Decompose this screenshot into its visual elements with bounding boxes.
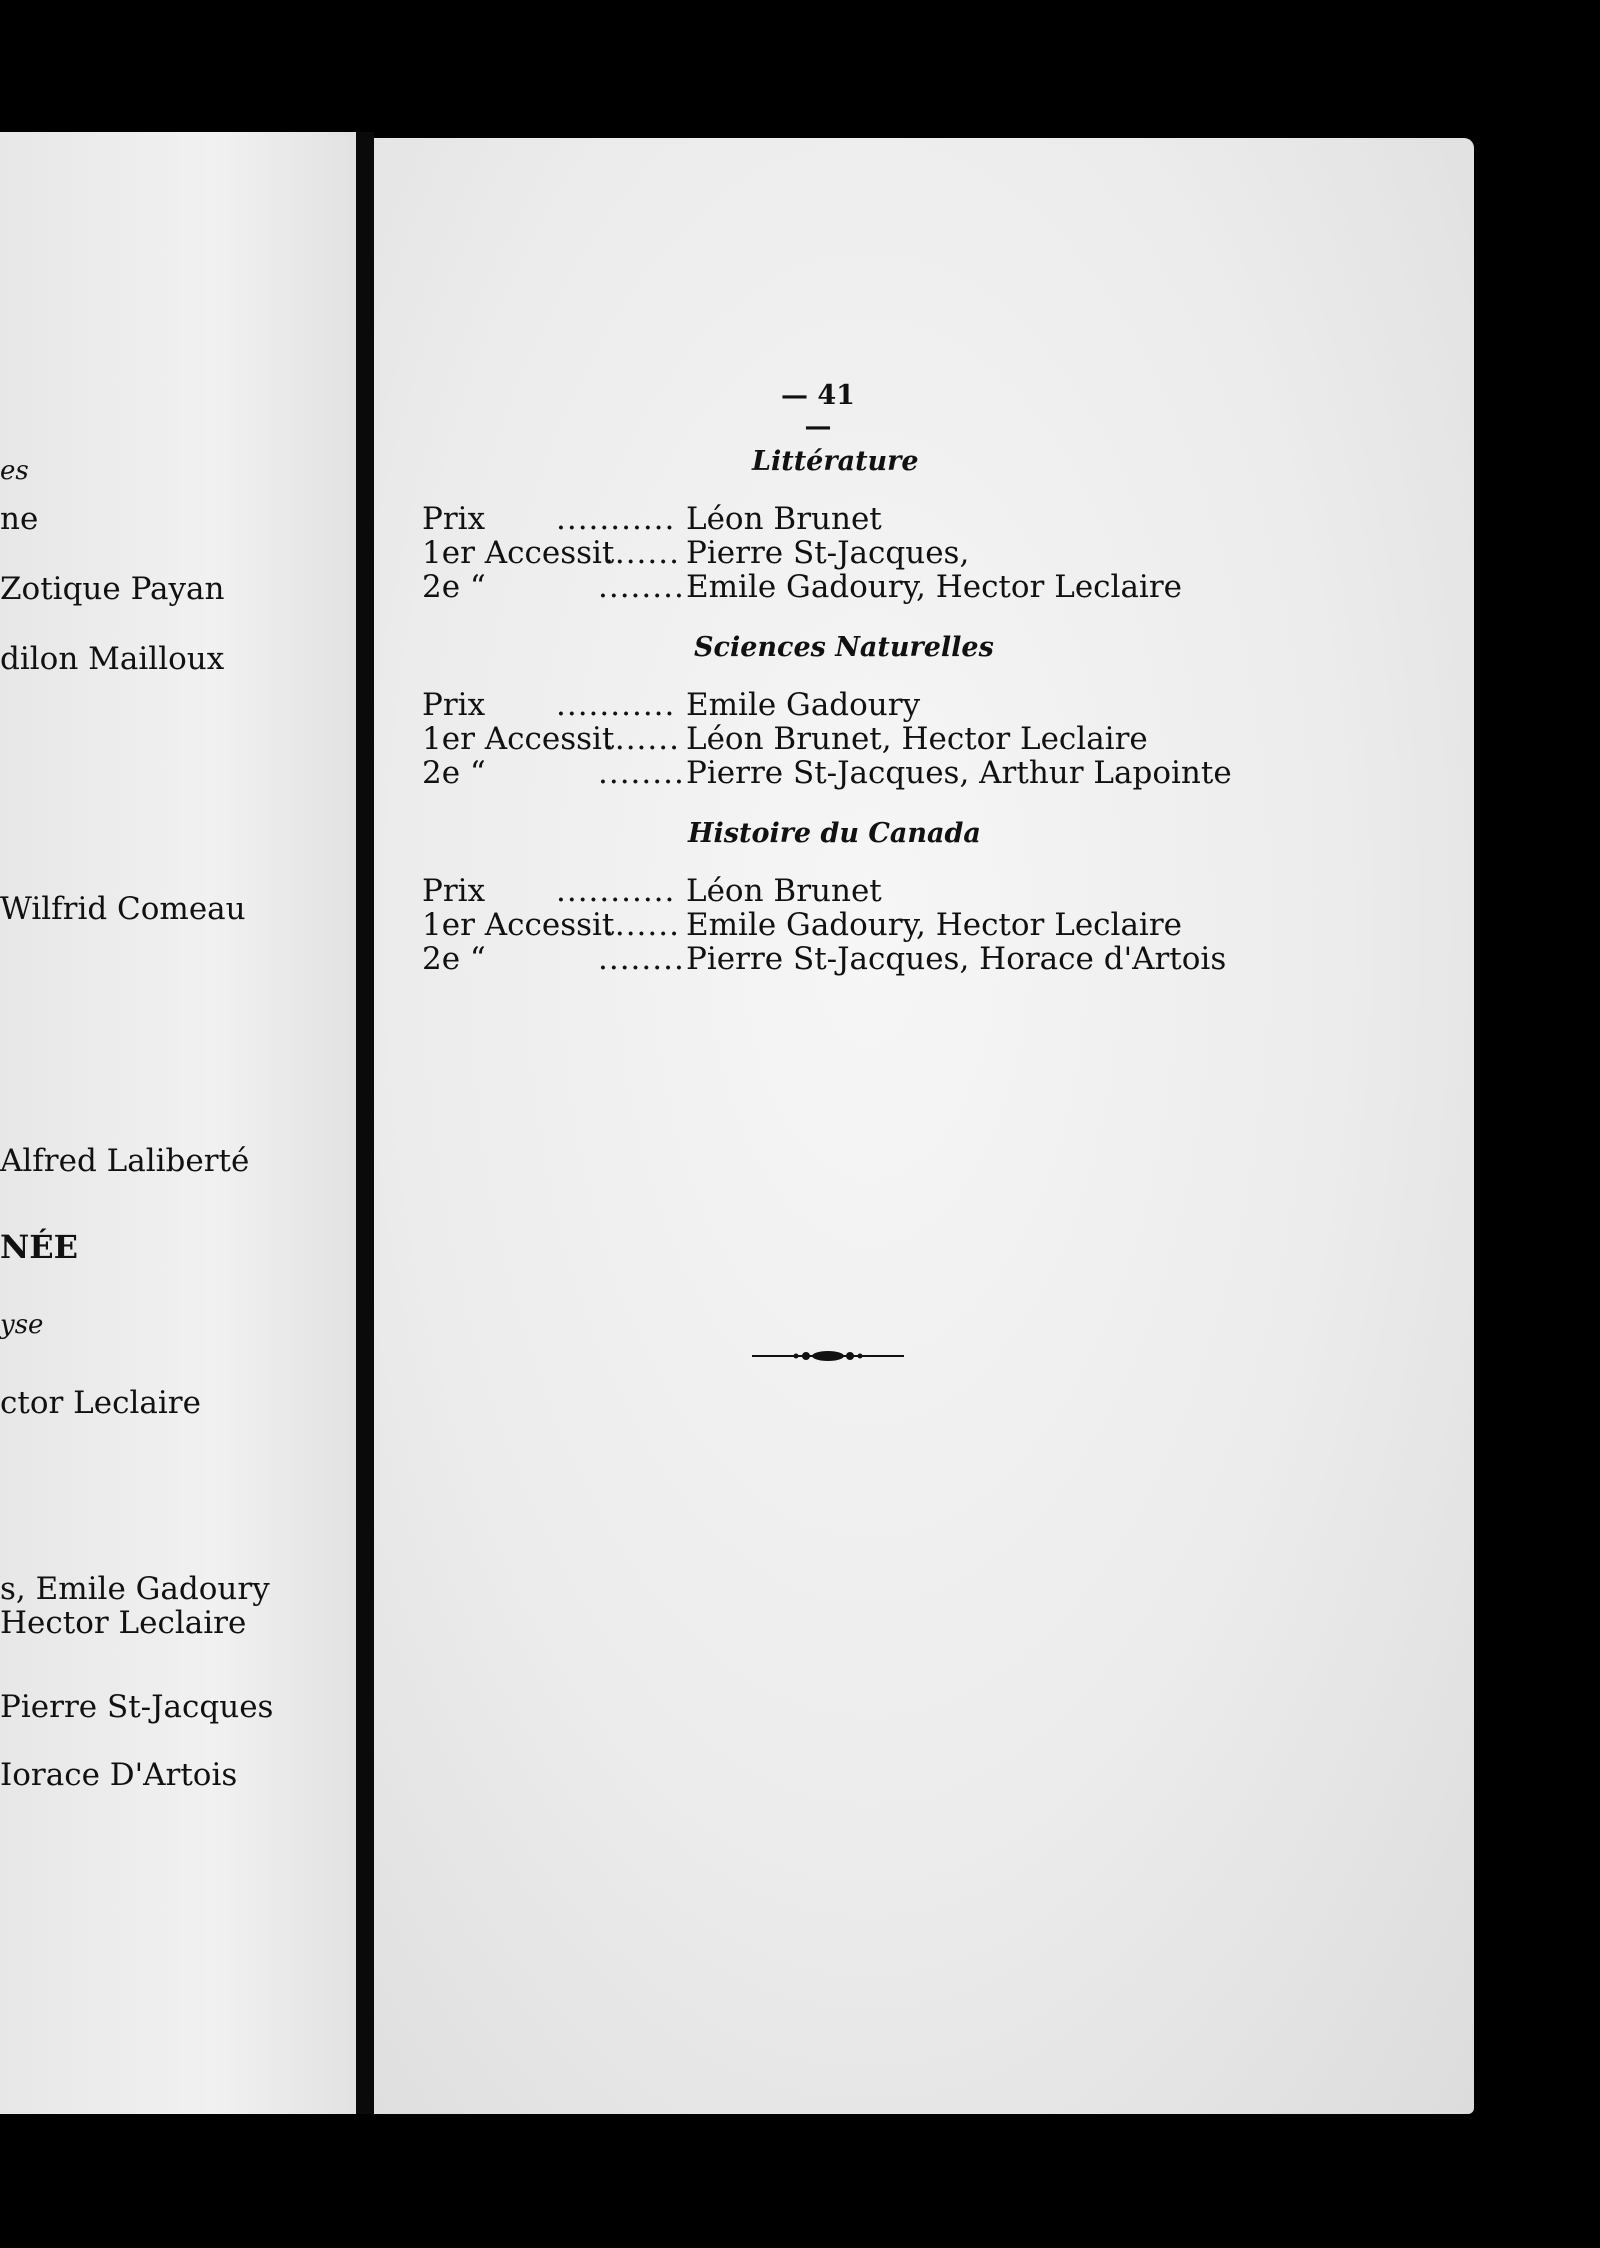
prize-rank: 1er Accessit xyxy=(422,907,615,943)
prize-rank: Prix xyxy=(422,501,486,537)
prize-names: Emile Gadoury xyxy=(686,687,921,723)
prize-rank: 1er Accessit xyxy=(422,535,615,571)
leader-dots: ....... xyxy=(604,907,680,943)
left-page-fragment xyxy=(0,132,356,2114)
prize-rank: Prix xyxy=(422,873,486,909)
prize-names: Pierre St-Jacques, Horace d'Artois xyxy=(686,941,1227,977)
right-page xyxy=(374,138,1474,2114)
prize-entry xyxy=(422,722,1322,756)
prize-names: Léon Brunet xyxy=(686,873,882,909)
left-subheading: yse xyxy=(0,1310,44,1340)
left-line: ctor Leclaire xyxy=(0,1385,201,1421)
left-heading: NÉE xyxy=(0,1228,79,1266)
prize-entry xyxy=(422,908,1322,942)
left-line: Pierre St-Jacques xyxy=(0,1689,274,1725)
left-line: Iorace D'Artois xyxy=(0,1757,238,1793)
prize-entry xyxy=(422,536,1322,570)
left-line: ne xyxy=(0,501,39,537)
left-line: Wilfrid Comeau xyxy=(0,891,246,927)
leader-dots: ....... xyxy=(604,721,680,757)
leader-dots: ........ xyxy=(598,941,685,977)
prize-names: Pierre St-Jacques, xyxy=(686,535,970,571)
page-number: — 41 — xyxy=(781,380,855,442)
prize-rank: 2e “ xyxy=(422,569,486,605)
prize-rank: 1er Accessit xyxy=(422,721,615,757)
section-title-litterature: Littérature xyxy=(752,446,919,477)
ornament-divider xyxy=(752,1346,904,1366)
prize-entry xyxy=(422,874,1322,908)
leader-dots: ........... xyxy=(556,873,676,909)
prize-names: Léon Brunet, Hector Leclaire xyxy=(686,721,1148,757)
left-line: Hector Leclaire xyxy=(0,1605,247,1641)
prize-entry xyxy=(422,756,1322,790)
prize-entry xyxy=(422,570,1322,604)
left-line: s, Emile Gadoury xyxy=(0,1571,270,1607)
prize-rank: 2e “ xyxy=(422,941,486,977)
prize-names: Léon Brunet xyxy=(686,501,882,537)
leader-dots: ........ xyxy=(598,755,685,791)
leader-dots: ........... xyxy=(556,501,676,537)
section-title-histoire-du-canada: Histoire du Canada xyxy=(688,818,981,849)
left-line: es xyxy=(0,456,29,486)
left-line: dilon Mailloux xyxy=(0,641,225,677)
prize-names: Emile Gadoury, Hector Leclaire xyxy=(686,569,1182,605)
leader-dots: ....... xyxy=(604,535,680,571)
left-line: Zotique Payan xyxy=(0,571,225,607)
leader-dots: ........ xyxy=(598,569,685,605)
leader-dots: ........... xyxy=(556,687,676,723)
left-line: Alfred Laliberté xyxy=(0,1143,250,1179)
prize-entry xyxy=(422,942,1322,976)
prize-entry xyxy=(422,688,1322,722)
prize-names: Emile Gadoury, Hector Leclaire xyxy=(686,907,1182,943)
book-gutter xyxy=(356,132,374,2114)
section-title-sciences-naturelles: Sciences Naturelles xyxy=(694,632,994,663)
prize-rank: Prix xyxy=(422,687,486,723)
prize-names: Pierre St-Jacques, Arthur Lapointe xyxy=(686,755,1232,791)
prize-rank: 2e “ xyxy=(422,755,486,791)
prize-entry xyxy=(422,502,1322,536)
